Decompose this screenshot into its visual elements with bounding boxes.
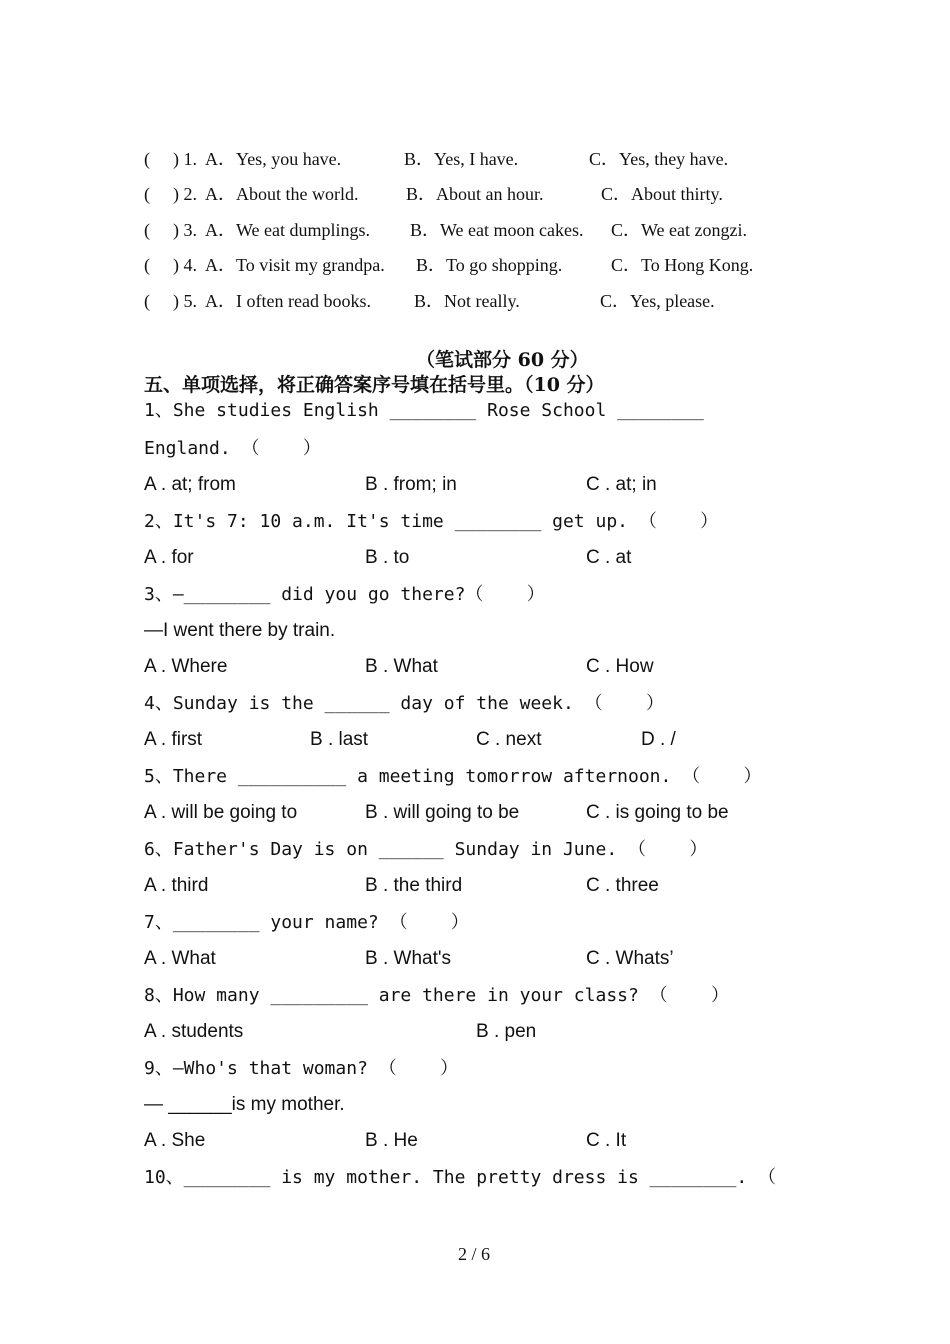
question-stem: 6、Father's Day is on ______ Sunday in June. （ ） [144, 839, 708, 860]
option-b: B . He [365, 1130, 418, 1151]
option-c: C . is going to be [586, 802, 729, 823]
question-stem-continued: England. （ ） [144, 438, 321, 459]
answer-bracket-open: ( [144, 149, 150, 169]
option-a: A．To visit my grandpa. [205, 255, 385, 275]
written-part-title: （笔试部分 60 分） [416, 349, 589, 371]
item-number: ) 1. [173, 149, 197, 169]
option-a: A . third [144, 875, 209, 896]
option-a: A . will be going to [144, 802, 298, 823]
item-number: ) 5. [173, 291, 197, 311]
answer-bracket-open: ( [144, 184, 150, 204]
item-number: ) 3. [173, 220, 197, 240]
option-b: B . What's [365, 948, 451, 969]
option-a: A．About the world. [205, 184, 359, 204]
question-stem: 5、There __________ a meeting tomorrow afternoon. （ ） [144, 766, 762, 787]
option-b: B．To go shopping. [416, 255, 563, 275]
item-number: ) 4. [173, 255, 197, 275]
option-c: C．Yes, they have. [589, 149, 729, 169]
dialogue-answer: — ______is my mother. [144, 1094, 345, 1115]
option-a: A . for [144, 547, 194, 568]
option-b: B．Not really. [414, 291, 520, 311]
page-number: 2 / 6 [458, 1244, 491, 1264]
option-c: C . Whats’ [586, 948, 674, 969]
option-b: B . will going to be [365, 802, 520, 823]
option-b: B．About an hour. [406, 184, 544, 204]
question-stem: 2、It's 7: 10 a.m. It's time ________ get up. （ ） [144, 511, 719, 532]
option-a: A . first [144, 729, 203, 750]
option-b: B．We eat moon cakes. [410, 220, 584, 240]
option-a: A . Where [144, 656, 228, 677]
option-b: B . from; in [365, 474, 457, 495]
option-c: C．We eat zongzi. [611, 220, 748, 240]
question-stem: 9、—Who's that woman? （ ） [144, 1058, 459, 1079]
question-stem: 10、________ is my mother. The pretty dress is ________. （ [144, 1167, 777, 1188]
option-b: B . last [310, 729, 369, 750]
option-c: C . at [586, 547, 632, 568]
section-title: 五、单项选择，将正确答案序号填在括号里。（10 分） [144, 374, 605, 396]
option-a: A．I often read books. [205, 291, 371, 311]
option-d: D . / [641, 729, 676, 750]
option-b: B．Yes, I have. [404, 149, 519, 169]
question-stem: 7、________ your name? （ ） [144, 912, 469, 933]
option-c: C . It [586, 1130, 627, 1151]
answer-bracket-open: ( [144, 291, 150, 311]
question-stem: 1、She studies English ________ Rose School ________ [144, 400, 704, 421]
option-a: A．We eat dumplings. [205, 220, 371, 240]
answer-bracket-open: ( [144, 255, 150, 275]
option-a: A . at; from [144, 474, 236, 495]
option-c: C．To Hong Kong. [611, 255, 754, 275]
item-number: ) 2. [173, 184, 197, 204]
option-a: A . What [144, 948, 216, 969]
option-b: B . pen [476, 1021, 537, 1042]
question-stem: 8、How many _________ are there in your class? （ ） [144, 985, 730, 1006]
option-a: A．Yes, you have. [205, 149, 342, 169]
option-c: C．Yes, please. [600, 291, 715, 311]
dialogue-answer: —I went there by train. [144, 620, 336, 641]
option-c: C . at; in [586, 474, 657, 495]
option-c: C . three [586, 875, 659, 896]
option-a: A . students [144, 1021, 244, 1042]
option-c: C．About thirty. [601, 184, 723, 204]
option-b: B . What [365, 656, 438, 677]
option-b: B . to [365, 547, 410, 568]
answer-bracket-open: ( [144, 220, 150, 240]
question-stem: 3、—________ did you go there?（ ） [144, 584, 545, 605]
option-c: C . next [476, 729, 542, 750]
question-stem: 4、Sunday is the ______ day of the week. （ ） [144, 693, 664, 714]
option-b: B . the third [365, 875, 463, 896]
option-c: C . How [586, 656, 654, 677]
option-a: A . She [144, 1130, 206, 1151]
